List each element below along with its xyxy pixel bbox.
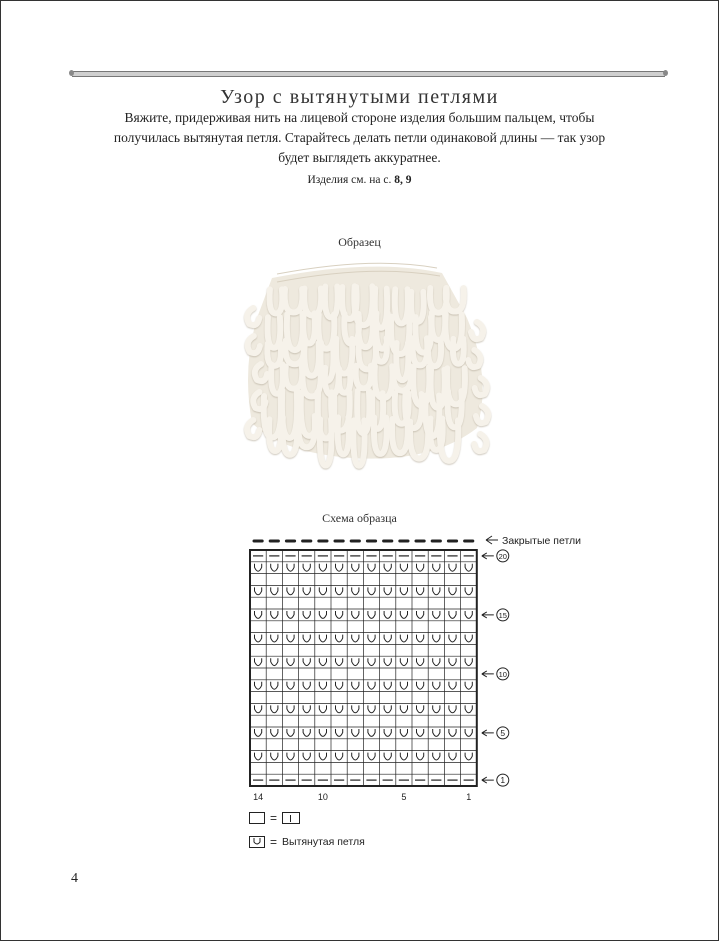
loop-stitch	[368, 753, 375, 760]
loop-stitch	[303, 658, 310, 665]
loop-stitch	[287, 705, 294, 712]
scheme-caption: Схема образца	[322, 511, 397, 525]
loop-stitch	[319, 682, 326, 689]
loop-stitch	[384, 682, 391, 689]
bind-off-label: Закрытые петли	[502, 535, 582, 547]
row-marker-arrow-icon	[482, 671, 494, 677]
loop-stitch	[352, 753, 359, 760]
loop-stitch	[433, 705, 440, 712]
loop-stitch	[465, 705, 472, 712]
loop-stitch	[271, 729, 278, 736]
loop-stitch	[384, 587, 391, 594]
loop-stitch	[287, 587, 294, 594]
loop-stitch	[319, 729, 326, 736]
loop-stitch	[433, 753, 440, 760]
row-marker-label: 5	[500, 727, 506, 738]
loop-stitch	[400, 682, 407, 689]
loop-stitch	[271, 564, 278, 571]
row-marker-label: 10	[498, 669, 507, 679]
loop-stitch	[384, 658, 391, 665]
loop-stitch	[384, 611, 391, 618]
loop-stitch	[449, 753, 456, 760]
legend-loop-icon	[249, 836, 265, 848]
loop-stitch	[255, 705, 262, 712]
loop-stitch	[303, 635, 310, 642]
loop-stitch	[368, 705, 375, 712]
loop-stitch	[271, 682, 278, 689]
intro-text: Вяжите, придерживая нить на лицевой стороне изделия большим пальцем, чтобы получилась вытянутая петля. Старайтесь делать петли одинаковой длины — так узор будет выглядеть аккуратнее.	[113, 110, 606, 165]
loop-stitch	[384, 635, 391, 642]
reference-prefix: Изделия см. на с.	[307, 174, 395, 186]
loop-stitch	[465, 753, 472, 760]
loop-stitch	[465, 587, 472, 594]
page-number: 4	[71, 871, 78, 886]
loop-stitch	[303, 753, 310, 760]
row-marker-arrow-icon	[482, 612, 494, 618]
loop-stitch	[336, 587, 343, 594]
loop-stitch	[255, 682, 262, 689]
loop-stitch	[400, 705, 407, 712]
loop-stitch	[336, 753, 343, 760]
loop-stitch	[449, 658, 456, 665]
legend-empty-cell-icon	[249, 812, 265, 824]
loop-stitch	[319, 587, 326, 594]
loop-stitch	[417, 753, 424, 760]
legend-loop-equals: =	[270, 835, 278, 849]
loop-stitch	[319, 635, 326, 642]
loop-stitch	[303, 705, 310, 712]
row-marker-arrow-icon	[482, 777, 494, 783]
loop-stitch	[255, 635, 262, 642]
loop-stitch	[319, 564, 326, 571]
legend-loop-label: Вытянутая петля	[282, 836, 365, 848]
reference-line	[0, 174, 719, 186]
sample-caption: Образец	[338, 235, 381, 249]
loop-stitch	[449, 635, 456, 642]
loop-stitch	[400, 658, 407, 665]
loop-stitch	[336, 611, 343, 618]
loop-stitch	[400, 587, 407, 594]
loop-stitch	[384, 705, 391, 712]
loop-stitch	[465, 564, 472, 571]
loop-stitch	[271, 587, 278, 594]
loop-stitch	[319, 753, 326, 760]
chart-grid	[250, 550, 477, 786]
loop-stitch	[433, 729, 440, 736]
loop-stitch	[384, 729, 391, 736]
loop-stitch	[336, 635, 343, 642]
row-markers	[482, 550, 509, 786]
loop-stitch	[368, 587, 375, 594]
yarn-loop	[247, 308, 259, 325]
loop-stitch	[417, 658, 424, 665]
loop-stitch	[352, 635, 359, 642]
loop-stitch	[400, 635, 407, 642]
loop-stitch	[271, 753, 278, 760]
loop-stitch	[319, 658, 326, 665]
loop-stitch	[255, 729, 262, 736]
loop-stitch	[433, 635, 440, 642]
loop-stitch	[465, 729, 472, 736]
loop-stitch	[417, 564, 424, 571]
loop-stitch	[319, 611, 326, 618]
loop-stitch	[336, 682, 343, 689]
loop-stitch	[352, 564, 359, 571]
loop-stitch	[352, 587, 359, 594]
loop-stitch	[271, 635, 278, 642]
loop-stitch	[287, 753, 294, 760]
loop-stitch	[287, 682, 294, 689]
loop-stitch	[368, 729, 375, 736]
loop-stitch	[417, 682, 424, 689]
loop-stitch	[465, 635, 472, 642]
loop-stitch	[255, 753, 262, 760]
loop-stitch	[368, 635, 375, 642]
loop-stitch	[449, 682, 456, 689]
column-label: 5	[401, 792, 407, 802]
row-marker-label: 15	[498, 610, 507, 620]
loop-stitch	[271, 658, 278, 665]
loop-stitch	[319, 705, 326, 712]
page-title: Узор с вытянутыми петлями	[220, 86, 499, 108]
loop-stitch	[352, 705, 359, 712]
legend-knit-stitch-icon	[282, 812, 300, 824]
loop-stitch	[336, 705, 343, 712]
loop-stitch	[352, 611, 359, 618]
loop-stitch	[287, 729, 294, 736]
loop-stitch	[417, 729, 424, 736]
loop-stitch	[287, 635, 294, 642]
column-label: 14	[253, 792, 264, 802]
loop-stitch	[303, 729, 310, 736]
loop-stitch	[255, 611, 262, 618]
loop-stitch	[352, 658, 359, 665]
reference-pages: 8, 9	[394, 174, 412, 186]
loop-stitch	[303, 682, 310, 689]
loop-stitch	[255, 587, 262, 594]
loop-stitch	[417, 635, 424, 642]
legend-knit	[249, 810, 300, 826]
yarn-loop	[474, 434, 486, 451]
loop-stitch	[449, 587, 456, 594]
row-marker-label: 1	[500, 775, 506, 786]
column-labels	[253, 792, 471, 802]
loop-stitch	[384, 564, 391, 571]
column-label: 1	[466, 792, 472, 802]
loop-stitch	[449, 729, 456, 736]
loop-stitch	[336, 729, 343, 736]
loop-stitch	[255, 658, 262, 665]
loop-stitch	[433, 587, 440, 594]
loop-stitch	[336, 564, 343, 571]
loop-stitch	[465, 658, 472, 665]
yarn-loop	[471, 322, 483, 339]
loop-stitch	[368, 658, 375, 665]
row-marker-arrow-icon	[482, 553, 494, 559]
row-marker-label: 20	[498, 551, 507, 561]
loop-stitch	[255, 564, 262, 571]
loop-stitch	[400, 611, 407, 618]
loop-stitch	[449, 564, 456, 571]
loop-stitch	[465, 611, 472, 618]
loop-stitch	[400, 729, 407, 736]
loop-stitch	[433, 682, 440, 689]
loop-stitch	[417, 587, 424, 594]
loop-stitch	[352, 682, 359, 689]
loop-stitch	[433, 564, 440, 571]
loop-stitch	[287, 658, 294, 665]
loop-stitch	[368, 564, 375, 571]
knitted-swatch-photo	[232, 258, 512, 478]
loop-stitch	[400, 564, 407, 571]
loop-stitch	[368, 611, 375, 618]
loop-stitch	[303, 611, 310, 618]
loop-stitch	[287, 611, 294, 618]
loop-stitch	[417, 611, 424, 618]
loop-stitch	[303, 564, 310, 571]
loop-stitch	[465, 682, 472, 689]
loop-stitch	[400, 753, 407, 760]
knitting-chart	[240, 530, 582, 830]
loop-stitch	[352, 729, 359, 736]
loop-stitch	[449, 611, 456, 618]
loop-stitch	[384, 753, 391, 760]
header-rule	[72, 71, 665, 77]
legend-knit-equals: =	[270, 811, 278, 825]
loop-stitch	[449, 705, 456, 712]
loop-stitch	[271, 611, 278, 618]
column-label: 10	[317, 792, 328, 802]
bind-off-arrow-icon	[486, 536, 498, 544]
loop-stitch	[417, 705, 424, 712]
legend-loop	[249, 834, 365, 850]
loop-stitch	[368, 682, 375, 689]
loop-stitch	[433, 611, 440, 618]
loop-stitch	[336, 658, 343, 665]
loop-stitch	[303, 587, 310, 594]
loop-stitch	[287, 564, 294, 571]
loop-stitch	[433, 658, 440, 665]
row-marker-arrow-icon	[482, 730, 494, 736]
loop-stitch	[271, 705, 278, 712]
